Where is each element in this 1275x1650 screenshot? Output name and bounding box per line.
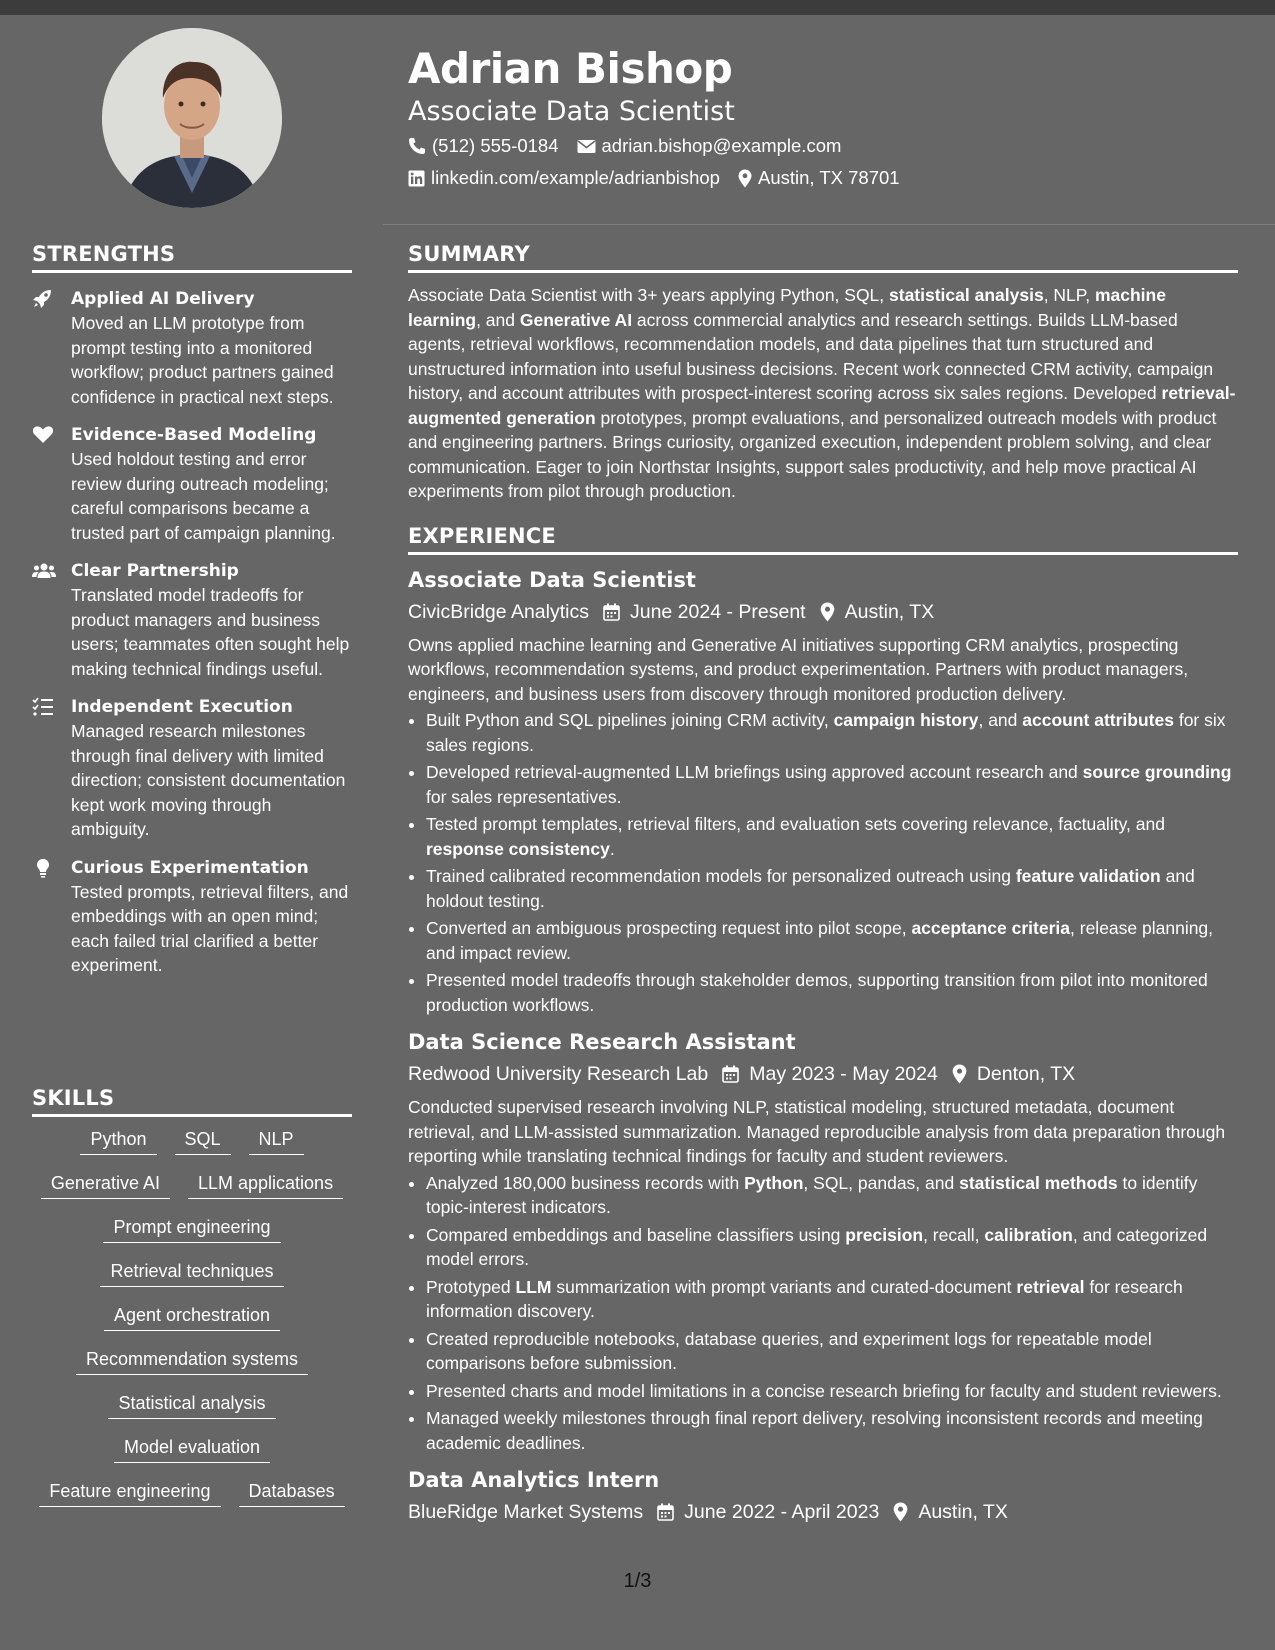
strength-desc: Translated model tradeoffs for product managers and business users; teammates often sought help making technical findings useful. (71, 585, 350, 679)
text-segment: Analyzed 180,000 business records with (426, 1172, 745, 1193)
skill-tag: LLM applications (188, 1171, 343, 1199)
bold-text: statistical analysis (889, 285, 1044, 305)
contact-row (408, 162, 1238, 194)
text-segment: , and (476, 309, 520, 330)
bold-text: account attributes (1022, 710, 1174, 730)
bullet-item (426, 916, 1238, 965)
main-column (408, 242, 1238, 1527)
skill-tag: Databases (239, 1479, 345, 1507)
bullet-item (426, 864, 1238, 913)
strength-desc: Moved an LLM prototype from prompt testing into a monitored workflow; product partners gained confidence in practical next steps. (71, 313, 334, 407)
text-segment: Created reproducible notebooks, database queries, and experiment logs for repeatable model comparisons before submission. (426, 1328, 1152, 1373)
bullet-item (426, 760, 1238, 809)
bullet-item (426, 1171, 1238, 1220)
text-segment: Tested prompt templates, retrieval filters, and evaluation sets covering relevance, factuality, and (426, 814, 1165, 834)
experience-title: EXPERIENCE (408, 524, 1238, 555)
skill-tag: Agent orchestration (104, 1303, 280, 1331)
bold-text: Generative AI (519, 309, 633, 330)
calendar-icon (603, 603, 620, 621)
skill-tag: Recommendation systems (76, 1347, 308, 1375)
bold-text: retrieval-augmented generation (408, 383, 1236, 428)
envelope-icon (577, 139, 596, 154)
job-meta (408, 1497, 1238, 1527)
text-segment: Developed retrieval-augmented LLM briefings using approved account research and (426, 762, 1083, 782)
checklist-icon (32, 697, 54, 717)
phone-number: (512) 555-0184 (432, 135, 559, 156)
job-meta (408, 1059, 1238, 1089)
skill-tag: NLP (249, 1127, 304, 1155)
strength-item (32, 559, 352, 681)
calendar-icon (657, 1503, 674, 1521)
heart-icon (32, 425, 54, 445)
text-segment: and holdout testing. (426, 866, 1195, 911)
contact-row (408, 130, 1238, 162)
text-segment: Trained calibrated recommendation models for personalized outreach using (426, 866, 1016, 886)
strength-item (32, 695, 352, 842)
text-segment: Built Python and SQL pipelines joining CRM activity, (426, 710, 834, 730)
skill-tag: SQL (175, 1127, 231, 1155)
skills-title: SKILLS (32, 1086, 352, 1117)
map-pin-icon (738, 169, 752, 188)
bullet-item (426, 1223, 1238, 1272)
users-icon (32, 561, 54, 581)
strength-desc: Tested prompts, retrieval filters, and embeddings with an open mind; each failed trial clarified a better experiment. (71, 881, 349, 975)
linkedin-url: linkedin.com/example/adrianbishop (431, 167, 720, 188)
lightbulb-icon (32, 858, 54, 878)
strength-item (32, 856, 352, 978)
bold-text: statistical methods (959, 1172, 1118, 1193)
skill-list (32, 1127, 352, 1507)
job-entry (408, 1027, 1238, 1455)
location-text: Austin, TX 78701 (757, 167, 900, 188)
email-address: adrian.bishop@example.com (601, 135, 842, 156)
strengths-section (32, 242, 352, 978)
top-bar (0, 0, 1275, 15)
strength-title: Clear Partnership (71, 561, 239, 581)
bullet-item (426, 1406, 1238, 1455)
skill-tag: Model evaluation (114, 1435, 270, 1463)
bold-text: acceptance criteria (911, 918, 1071, 938)
text-segment: across commercial analytics and research settings. Builds LLM-based agents, retrieval workflows, recommendation models, and data pipelines that turn structured and unstructured information into useful business decisions. Recent work connected CRM activity, campaign history, and account attributes with prospect-interest scoring across six sales regions. Developed (408, 309, 1214, 403)
phone-contact[interactable] (408, 130, 559, 162)
text-segment: Converted an ambiguous prospecting request into pilot scope, (426, 918, 912, 938)
bold-text: calibration (984, 1224, 1073, 1245)
skill-tag: Python (80, 1127, 156, 1155)
text-segment: , recall, (923, 1224, 985, 1245)
text-segment: to identify topic-interest indicators. (426, 1172, 1198, 1217)
text-segment: summarization with prompt variants and curated-document (551, 1276, 1017, 1297)
bold-text: precision (845, 1224, 924, 1245)
bold-text: response consistency (426, 838, 610, 859)
experience-list (408, 565, 1238, 1528)
job-organization: BlueRidge Market Systems (408, 1501, 644, 1523)
job-dates: June 2022 - April 2023 (684, 1501, 880, 1523)
bullet-item (426, 1275, 1238, 1324)
text-segment: , SQL, pandas, and (803, 1172, 960, 1193)
job-entry (408, 1465, 1238, 1527)
summary-title: SUMMARY (408, 242, 1238, 273)
job-location: Denton, TX (976, 1063, 1076, 1085)
location-contact (738, 162, 900, 194)
text-segment: Managed weekly milestones through final report delivery, resolving inconsistent records and meeting academic deadlines. (426, 1408, 1203, 1453)
candidate-name: Adrian Bishop (408, 44, 733, 93)
job-location: Austin, TX (844, 600, 935, 623)
calendar-icon (722, 1065, 739, 1083)
skill-tag: Retrieval techniques (100, 1259, 283, 1287)
job-organization: Redwood University Research Lab (408, 1063, 709, 1085)
job-description: Conducted supervised research involving NLP, statistical modeling, structured metadata, document retrieval, and LLM-assisted summarization. Managed reproducible analysis from data preparation through reporting while translating technical findings for faculty and student reviewers. (408, 1097, 1226, 1166)
skills-section (32, 1086, 352, 1507)
text-segment: Associate Data Scientist with 3+ years applying Python, SQL, (408, 285, 890, 305)
text-segment: , and (978, 710, 1023, 730)
job-location: Austin, TX (918, 1501, 1008, 1523)
skill-tag: Generative AI (41, 1171, 170, 1199)
text-segment: Presented charts and model limitations in a concise research briefing for faculty and student reviewers. (426, 1380, 1222, 1401)
bold-text: machine learning (408, 285, 1166, 330)
resume-header (408, 40, 1238, 194)
linkedin-icon (408, 170, 425, 187)
text-segment: . (609, 838, 615, 859)
rocket-icon (32, 289, 54, 309)
text-segment: for research information discovery. (426, 1276, 1183, 1321)
job-entry (408, 565, 1238, 1018)
profile-photo (102, 28, 282, 208)
map-pin-icon (893, 1502, 908, 1522)
text-segment: prototypes, prompt evaluations, and personalized outreach models with product and engineering partners. Brings curiosity, organized execution, independent problem solving, and clear communication. Eager to join Northstar Insights, support sales productivity, and help move practical AI experiments from pilot through production. (408, 407, 1217, 501)
page-indicator: 1/3 (623, 1570, 652, 1592)
summary-text (408, 283, 1238, 504)
map-pin-icon (952, 1064, 967, 1084)
bullet-item (426, 1327, 1238, 1376)
text-segment: Compared embeddings and baseline classifiers using (426, 1224, 846, 1245)
text-segment: , release planning, and impact review. (426, 918, 1214, 963)
job-description: Owns applied machine learning and Generative AI initiatives supporting CRM analytics, prospecting workflows, recommendation systems, and product experimentation. Partners with product managers, engineers, and business users from discovery through monitored production delivery. (408, 634, 1189, 704)
job-title: Data Science Research Assistant (408, 1030, 796, 1054)
text-segment: , NLP, (1043, 285, 1095, 305)
bold-text: Python (744, 1172, 804, 1193)
job-dates: May 2023 - May 2024 (749, 1063, 938, 1085)
bold-text: campaign history (833, 710, 979, 730)
strength-desc: Used holdout testing and error review during outreach modeling; careful comparisons became a trusted part of campaign planning. (71, 449, 336, 543)
skill-tag: Feature engineering (39, 1479, 220, 1507)
bold-text: retrieval (1016, 1276, 1085, 1297)
strength-title: Applied AI Delivery (71, 289, 255, 309)
text-segment: Prototyped (426, 1276, 516, 1297)
bullet-item (426, 708, 1238, 757)
linkedin-contact[interactable] (408, 162, 720, 194)
strength-item (32, 287, 352, 409)
bold-text: source grounding (1082, 762, 1232, 782)
bold-text: LLM (515, 1276, 552, 1297)
job-meta (408, 597, 1238, 627)
bold-text: feature validation (1015, 866, 1161, 886)
job-bullets (408, 708, 1238, 1017)
strength-item (32, 423, 352, 545)
text-segment: , and categorized model errors. (426, 1224, 1208, 1269)
map-pin-icon (820, 602, 835, 622)
skill-tag: Statistical analysis (108, 1391, 275, 1419)
phone-icon (408, 137, 426, 155)
email-contact[interactable] (577, 130, 842, 162)
job-organization: CivicBridge Analytics (408, 600, 589, 623)
job-title: Data Analytics Intern (408, 1468, 660, 1492)
strength-title: Evidence-Based Modeling (71, 425, 317, 445)
strength-title: Curious Experimentation (71, 857, 309, 878)
text-segment: Presented model tradeoffs through stakeholder demos, supporting transition from pilot into monitored production workflows. (426, 970, 1208, 1015)
job-title: Associate Data Scientist (408, 567, 696, 592)
header-divider (383, 224, 1275, 225)
bullet-item (426, 968, 1238, 1017)
strengths-title: STRENGTHS (32, 242, 352, 273)
text-segment: for sales representatives. (426, 786, 622, 807)
bullet-item (426, 812, 1238, 861)
candidate-role: Associate Data Scientist (408, 96, 735, 127)
skill-tag: Prompt engineering (103, 1215, 280, 1243)
strength-title: Independent Execution (71, 697, 293, 717)
bullet-item (426, 1379, 1238, 1404)
strength-desc: Managed research milestones through final delivery with limited direction; consistent documentation kept work moving through ambiguity. (71, 721, 346, 839)
job-bullets (408, 1171, 1238, 1456)
job-dates: June 2024 - Present (629, 600, 806, 623)
text-segment: for six sales regions. (426, 710, 1226, 755)
